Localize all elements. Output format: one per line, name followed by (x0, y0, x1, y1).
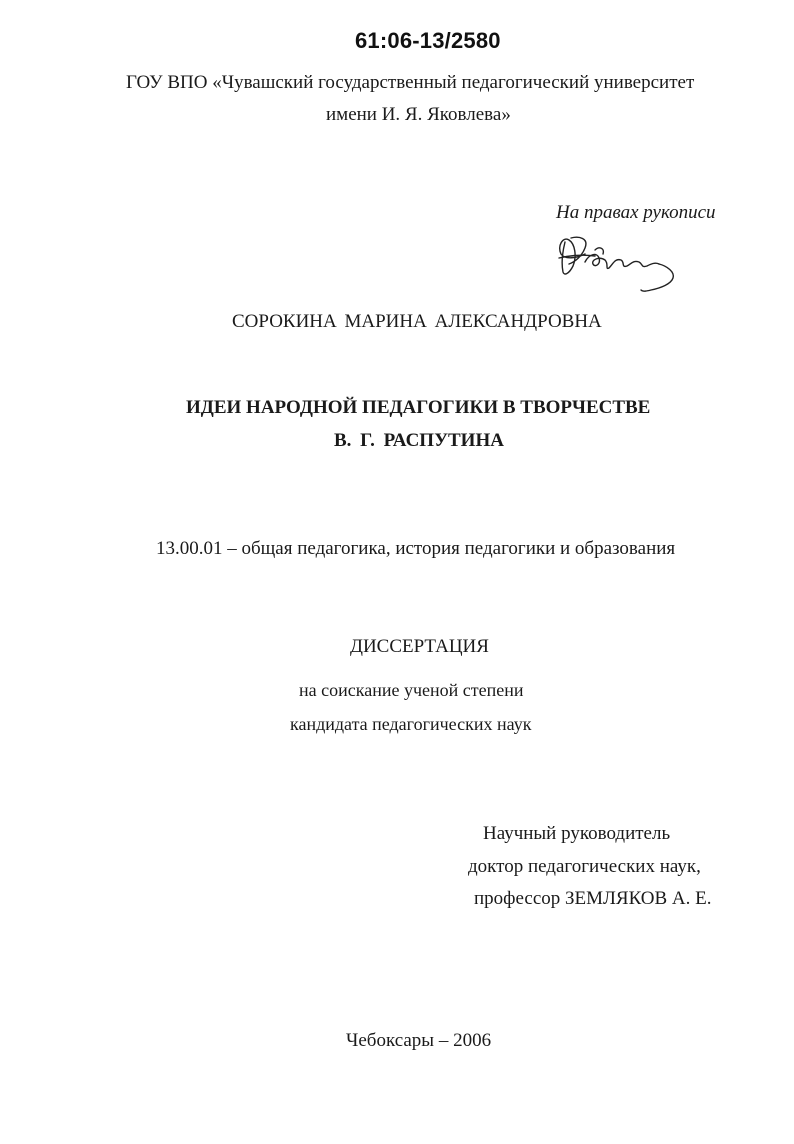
specialty-code: 13.00.01 – общая педагогика, история педагогики и образования (156, 538, 676, 559)
author-name: СОРОКИНА МАРИНА АЛЕКСАНДРОВНА (232, 311, 602, 332)
dissertation-title-line-2: В. Г. РАСПУТИНА (334, 430, 504, 451)
manuscript-rights-note: На правах рукописи (556, 202, 716, 223)
city-year: Чебоксары – 2006 (346, 1030, 492, 1051)
supervisor-name: профессор ЗЕМЛЯКОВ А. Е. (474, 888, 712, 909)
supervisor-heading: Научный руководитель (483, 823, 671, 844)
degree-line-1: на соискание ученой степени (299, 680, 524, 700)
dissertation-title-line-1: ИДЕИ НАРОДНОЙ ПЕДАГОГИКИ В ТВОРЧЕСТВЕ (186, 397, 651, 418)
catalog-number: 61:06-13/2580 (355, 28, 501, 53)
institution-line-1: ГОУ ВПО «Чувашский государственный педагогический университет (126, 72, 695, 93)
document-type: ДИССЕРТАЦИЯ (350, 636, 489, 657)
supervisor-degree: доктор педагогических наук, (468, 856, 701, 877)
degree-line-2: кандидата педагогических наук (290, 714, 532, 734)
institution-line-2: имени И. Я. Яковлева» (326, 104, 511, 125)
author-signature (555, 228, 685, 294)
